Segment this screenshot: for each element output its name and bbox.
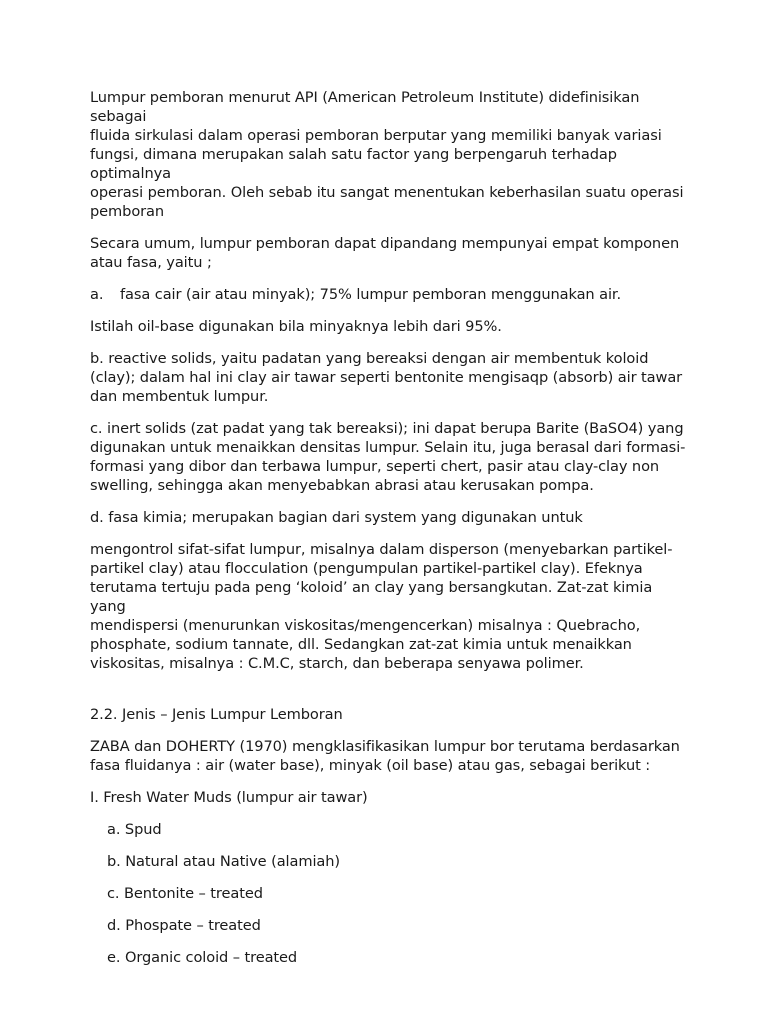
list-item: e. Organic coloid – treated (107, 949, 298, 966)
paragraph-api-definition (90, 88, 690, 221)
text-line: digunakan untuk menaikkan densitas lumpur. Selain itu, juga berasal dari formasi- (90, 439, 686, 456)
list-item: d. Phospate – treated (107, 917, 261, 934)
item-b (90, 349, 690, 406)
text-line: ZABA dan DOHERTY (1970) mengklasifikasikan lumpur bor terutama berdasarkan (90, 738, 680, 755)
text-line: phosphate, sodium tannate, dll. Sedangkan zat-zat kimia untuk menaikkan (90, 636, 632, 653)
text-line: operasi pemboran. Oleh sebab itu sangat menentukan keberhasilan suatu operasi (90, 184, 684, 201)
text-line: terutama tertuju pada peng ‘koloid’ an clay yang bersangkutan. Zat-zat kimia yang (90, 579, 653, 615)
text-line: fluida sirkulasi dalam operasi pemboran berputar yang memiliki banyak variasi (90, 127, 662, 144)
list-item: c. Bentonite – treated (107, 885, 263, 902)
text-line: fasa fluidanya : air (water base), minyak (oil base) atau gas, sebagai berikut : (90, 757, 651, 774)
paragraph-components (90, 234, 690, 272)
text-line: viskositas, misalnya : C.M.C, starch, dan beberapa senyawa polimer. (90, 655, 584, 672)
paragraph-oil-base: Istilah oil-base digunakan bila minyaknya lebih dari 95%. (90, 318, 502, 335)
item-a-text: fasa cair (air atau minyak); 75% lumpur pemboran menggunakan air. (120, 286, 622, 303)
text-line: Lumpur pemboran menurut API (American Petroleum Institute) didefinisikan sebagai (90, 89, 640, 125)
item-d: d. fasa kimia; merupakan bagian dari system yang digunakan untuk (90, 509, 583, 526)
list-item: b. Natural atau Native (alamiah) (107, 853, 340, 870)
paragraph-zaba (90, 737, 690, 775)
item-a-marker: a. (90, 286, 104, 303)
item-a (90, 285, 690, 304)
text-line: dan membentuk lumpur. (90, 388, 269, 405)
text-line: formasi yang dibor dan terbawa lumpur, seperti chert, pasir atau clay-clay non (90, 458, 660, 475)
text-line: mengontrol sifat-sifat lumpur, misalnya dalam disperson (menyebarkan partikel- (90, 541, 673, 558)
document-body (90, 88, 690, 967)
text-line: fungsi, dimana merupakan salah satu factor yang berpengaruh terhadap optimalnya (90, 146, 617, 182)
text-line: mendispersi (menurunkan viskositas/mengencerkan) misalnya : Quebracho, (90, 617, 641, 634)
text-line: c. inert solids (zat padat yang tak bereaksi); ini dapat berupa Barite (BaSO4) yang (90, 420, 684, 437)
item-c (90, 419, 690, 495)
text-line: pemboran (90, 203, 165, 220)
paragraph-chemicals (90, 540, 690, 673)
text-line: Secara umum, lumpur pemboran dapat dipandang mempunyai empat komponen (90, 235, 680, 252)
list-item: a. Spud (107, 821, 162, 838)
text-line: partikel clay) atau flocculation (pengumpulan partikel-partikel clay). Efeknya (90, 560, 643, 577)
text-line: swelling, sehingga akan menyebabkan abrasi atau kerusakan pompa. (90, 477, 594, 494)
section-heading: 2.2. Jenis – Jenis Lumpur Lemboran (90, 706, 343, 723)
text-line: (clay); dalam hal ini clay air tawar seperti bentonite mengisaqp (absorb) air tawar (90, 369, 683, 386)
text-line: b. reactive solids, yaitu padatan yang bereaksi dengan air membentuk koloid (90, 350, 649, 367)
text-line: atau fasa, yaitu ; (90, 254, 212, 271)
list-title: I. Fresh Water Muds (lumpur air tawar) (90, 789, 368, 806)
